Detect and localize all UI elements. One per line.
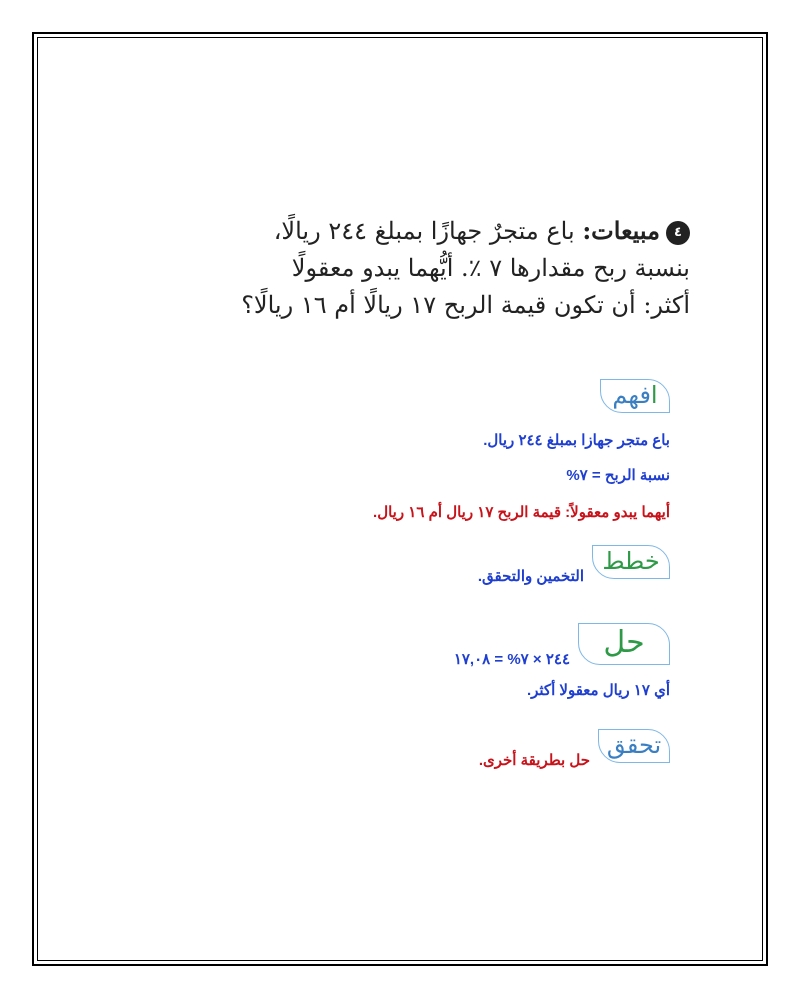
understand-line-2: نسبة الربح = ٧% bbox=[566, 467, 670, 484]
understand-line-1: باع متجر جهازا بمبلغ ٢٤٤ ريال. bbox=[483, 432, 670, 449]
check-badge: تحقق bbox=[598, 729, 670, 763]
solve-badge: حل bbox=[578, 623, 670, 665]
problem-number-badge: ٤ bbox=[666, 221, 690, 245]
problem-line-1 bbox=[220, 212, 690, 250]
solve-equation: ٢٤٤ × ٧% = ١٧,٠٨ bbox=[453, 651, 570, 668]
check-text: حل بطريقة أخرى. bbox=[478, 752, 590, 769]
problem-line-2: بنسبة ربح مقدارها ٧ ٪. أيُّهما يبدو معقولًا bbox=[291, 254, 690, 282]
solve-answer: أي ١٧ ريال معقولا أكثر. bbox=[526, 682, 670, 699]
understand-line-3: أيهما يبدو معقولاً: قيمة الربح ١٧ ريال أم ١٦ ريال. bbox=[373, 504, 670, 521]
page-frame-inner bbox=[37, 37, 763, 961]
problem-statement bbox=[220, 212, 690, 324]
problem-line-1-text: باع متجرٌ جهازًا بمبلغ ٢٤٤ ريالًا، bbox=[273, 217, 575, 245]
understand-badge bbox=[600, 379, 670, 413]
understand-badge-rest: فهم bbox=[612, 381, 651, 409]
understand-badge-first-letter: ا bbox=[650, 381, 658, 409]
plan-text: التخمين والتحقق. bbox=[477, 568, 584, 585]
plan-badge: خطط bbox=[592, 545, 670, 579]
problem-line-3: أكثر: أن تكون قيمة الربح ١٧ ريالًا أم ١٦ ريالًا؟ bbox=[241, 291, 690, 319]
problem-heading: مبيعات: bbox=[582, 216, 660, 245]
